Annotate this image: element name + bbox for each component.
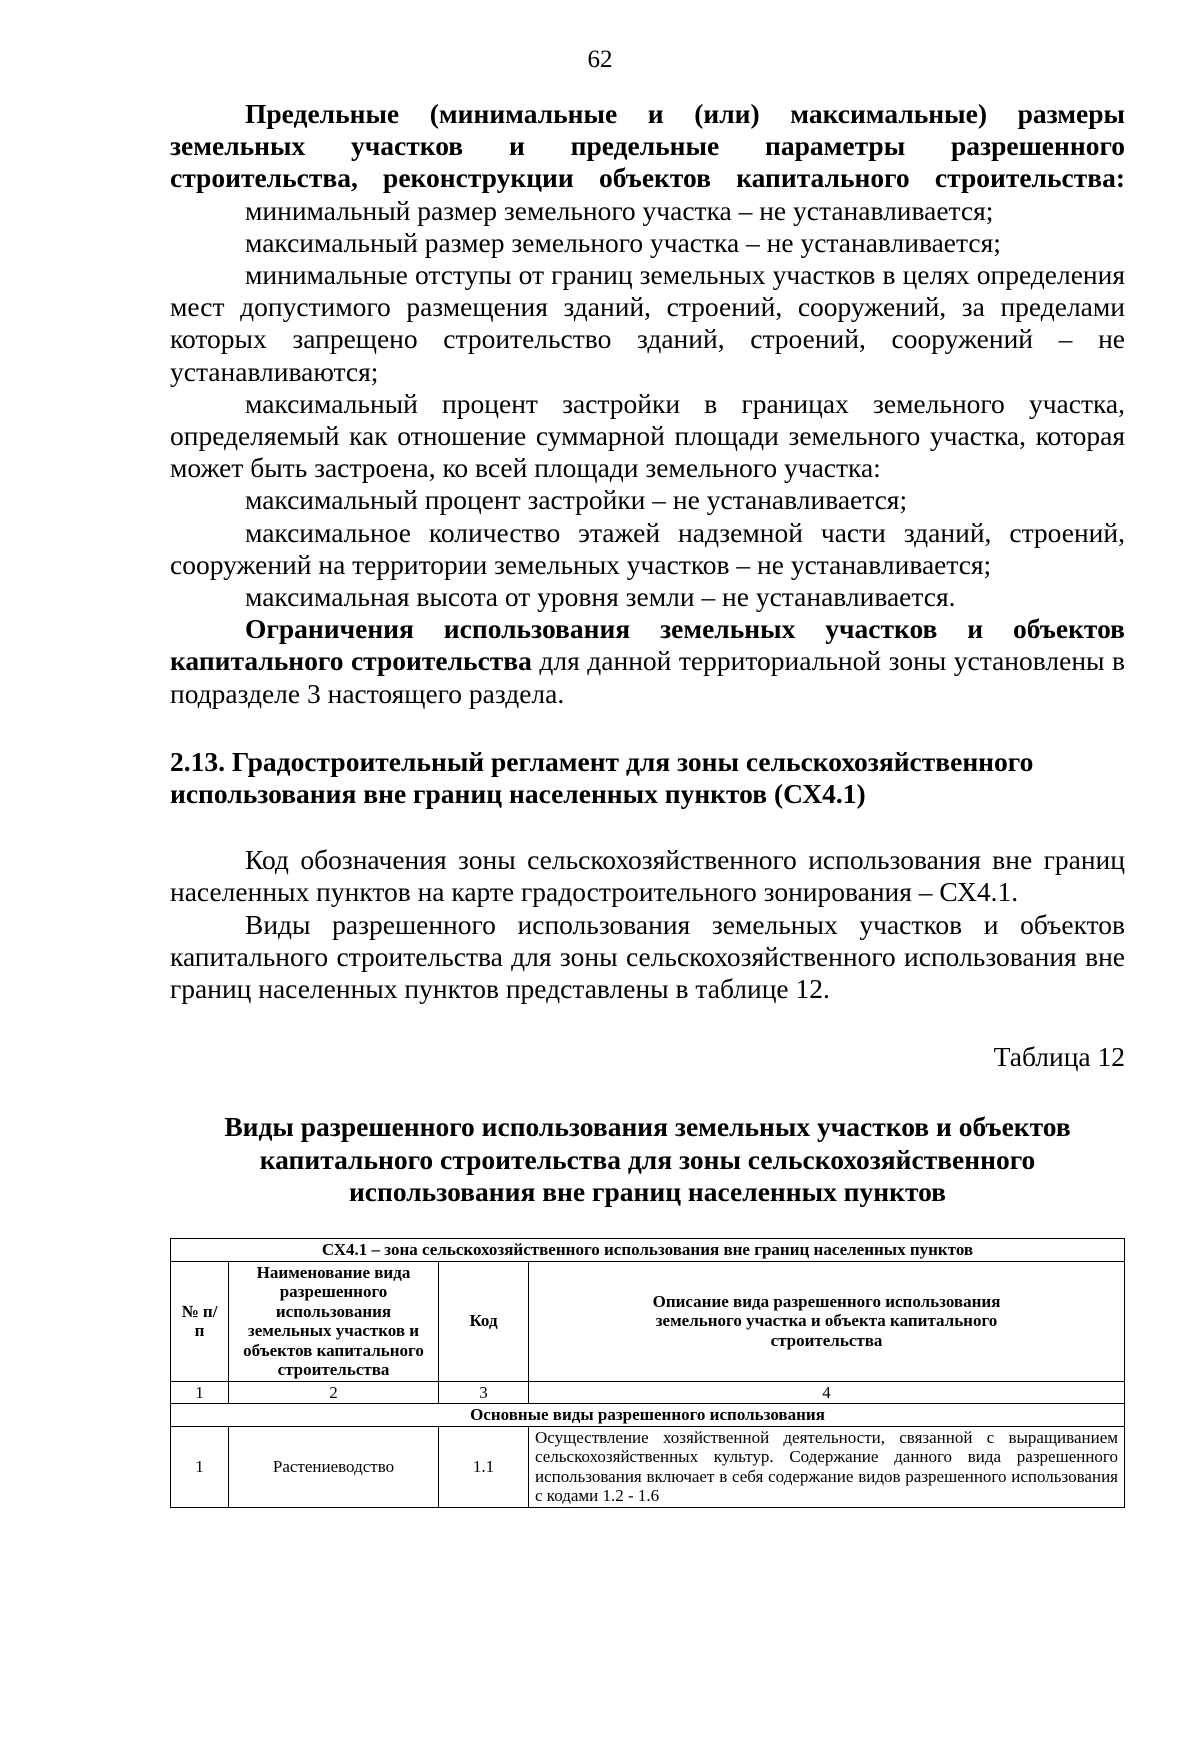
zone-row	[171, 1239, 1125, 1262]
row-code: 1.1	[439, 1426, 529, 1507]
restrictions-bold: Ограничения использования земельных участков и объектов капитального строительства	[170, 613, 1125, 677]
col-number-1: 1	[171, 1381, 229, 1404]
group-row	[171, 1404, 1125, 1427]
section-title-line-1: 2.13. Градостроительный регламент для зоны сельскохозяйственного	[170, 745, 1034, 777]
page-content	[170, 98, 1125, 1508]
group-main-cell: Основные виды разрешенного использования	[171, 1404, 1125, 1427]
limit-line-3: минимальные отступы от границ земельных участков в целях определения мест допустимого размещения зданий, строений, сооружений, за пределами которых запрещено строительство зданий, строений, сооружений – не устанавливаются;	[170, 259, 1125, 387]
row-name: Растениеводство	[229, 1426, 439, 1507]
zone-code-paragraph: Код обозначения зоны сельскохозяйственного использования вне границ населенных пунктов на карте градостроительного зонирования – СХ4.1.	[170, 844, 1125, 908]
section-title	[170, 746, 1125, 810]
limit-line-2: максимальный размер земельного участка – не устанавливается;	[245, 226, 1001, 258]
row-desc: Осуществление хозяйственной деятельности, связанной с выращиванием сельскохозяйственных культур. Содержание данного вида разрешенного использования включает в себя содержание видов разрешенного использования с кодами 1.2 - 1.6	[529, 1426, 1125, 1507]
table-title-line-2: капитального строительства для зоны сельскохозяйственного	[259, 1143, 1036, 1175]
section-title-line-2: использования вне границ населенных пунктов (СХ4.1)	[170, 778, 866, 810]
permitted-uses-table	[170, 1238, 1125, 1508]
table-title-line-1: Виды разрешенного использования земельных участков и объектов	[224, 1111, 1071, 1143]
header-desc: Описание вида разрешенного использования земельного участка и объекта капитального строительства	[529, 1261, 1125, 1381]
header-row	[171, 1261, 1125, 1381]
limit-line-6: максимальное количество этажей надземной части зданий, строений, сооружений на территории земельных участков – не устанавливается;	[170, 516, 1125, 580]
limit-line-4: максимальный процент застройки в границах земельного участка, определяемый как отношение суммарной площади земельного участка, которая может быть застроена, ко всей площади земельного участка:	[170, 387, 1125, 484]
limits-heading: Предельные (минимальные и (или) максимальные) размеры земельных участков и предельные параметры разрешенного строительства, реконструкции объектов капитального строительства:	[170, 98, 1125, 194]
column-number-row	[171, 1381, 1125, 1404]
table-title	[170, 1111, 1125, 1208]
row-num: 1	[171, 1426, 229, 1507]
header-name: Наименование вида разрешенного использования земельных участков и объектов капитального строительства	[229, 1261, 439, 1381]
col-number-3: 3	[439, 1381, 529, 1404]
header-code: Код	[439, 1261, 529, 1381]
col-number-4: 4	[529, 1381, 1125, 1404]
table-label: Таблица 12	[993, 1041, 1125, 1073]
limit-line-7: максимальная высота от уровня земли – не устанавливается.	[245, 581, 956, 613]
table-row	[171, 1426, 1125, 1507]
zone-cell: СХ4.1 – зона сельскохозяйственного использования вне границ населенных пунктов	[171, 1239, 1125, 1262]
header-num: № п/п	[171, 1261, 229, 1381]
permitted-uses-paragraph: Виды разрешенного использования земельных участков и объектов капитального строительства для зоны сельскохозяйственного использования вне границ населенных пунктов представлены в таблице 12.	[170, 908, 1125, 1005]
limit-line-5: максимальный процент застройки – не устанавливается;	[245, 484, 908, 516]
restrictions-paragraph	[170, 613, 1125, 710]
col-number-2: 2	[229, 1381, 439, 1404]
page-number: 62	[587, 46, 613, 73]
limit-line-1: минимальный размер земельного участка – не устанавливается;	[245, 194, 994, 226]
restrictions-rest: для данной территориальной зоны установлены в подразделе 3 настоящего раздела.	[170, 645, 1126, 709]
table-title-line-3: использования вне границ населенных пунктов	[348, 1175, 947, 1207]
